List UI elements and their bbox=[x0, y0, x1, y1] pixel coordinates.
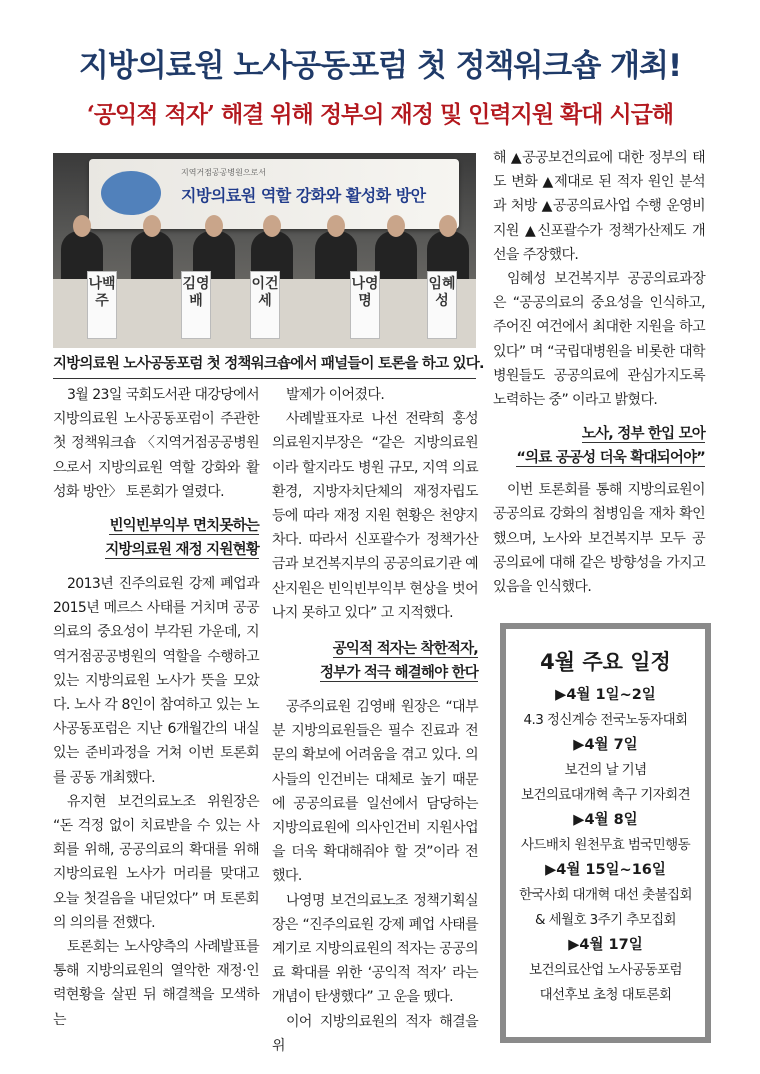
schedule-event: 사드배치 원천무효 범국민행동 bbox=[520, 837, 691, 853]
paragraph: 나영명 보건의료노조 정책기획실장은 “진주의료원 강제 폐업 사태를 계기로 지방의료원의 적자는 공공의료 확대를 위한 ‘공익적 적자’ 라는 개념이 탄생했다” 고 운을 뗐다. bbox=[272, 892, 478, 1006]
section-heading-line: 노사, 정부 한입 모아 bbox=[581, 426, 705, 443]
paragraph: 해 ▲공공보건의료에 대한 정부의 태도 변화 ▲제대로 된 적자 원인 분석과 처방 ▲공공의료사업 수행 운영비 지원 ▲신포괄수가 정책가산제도 개선을 주장했다. bbox=[493, 150, 705, 263]
headline: 지방의료원 노사공동포럼 첫 정책워크숍 개최! bbox=[78, 48, 682, 84]
paragraph: 이어 지방의료원의 적자 해결을 위 bbox=[272, 1013, 478, 1054]
paragraph: 발제가 이어졌다. bbox=[286, 387, 385, 403]
nameplate: 나백주 bbox=[87, 271, 117, 339]
panelist-head bbox=[327, 215, 345, 237]
subheadline: ‘공익적 적자’ 해결 위해 정부의 재정 및 인력지원 확대 시급해 bbox=[86, 101, 674, 128]
schedule-date: ▶4월 17일 bbox=[568, 937, 643, 953]
section-heading bbox=[272, 637, 478, 685]
schedule-date: ▶4월 8일 bbox=[573, 812, 638, 828]
panelist-head bbox=[205, 215, 223, 237]
paragraph: 사례발표자로 나선 전략희 홍성의료원지부장은 “같은 지방의료원이라 할지라도 병원 규모, 지역 의료환경, 지방자치단체의 재정자립도 등에 따라 재정 지원 현황은 천양지차다. 따라서 신포괄수가 정책가산금과 보건복지부의 공공의료기관 예산지원은 빈익빈부익부 현상을 벗어나지 못하고 있다” 고 지적했다. bbox=[272, 411, 478, 621]
panelist-head bbox=[387, 215, 405, 237]
paragraph: 공주의료원 김영배 원장은 “대부분 지방의료원들은 필수 진료과 전문의 확보에 어려움을 겪고 있다. 의사들의 인건비는 대체로 높기 때문에 공공의료를 일선에서 담당하는 지방의료원에 의사인건비 지원사업을 더욱 확대해줘야 할 것”이라 전했다. bbox=[272, 699, 478, 885]
paragraph: 임혜성 보건복지부 공공의료과장은 “공공의료의 중요성을 인식하고, 주어진 여건에서 최대한 지원을 하고 있다” 며 “국립대병원을 비롯한 대학병원들도 공공의료에 관심가지도록 노력하는 중” 이라고 밝혔다. bbox=[493, 271, 705, 409]
photo-caption: 지방의료원 노사공동포럼 첫 정책워크숍에서 패널들이 토론을 하고 있다. bbox=[53, 356, 484, 372]
panelist-head bbox=[143, 215, 161, 237]
section-heading-line: 빈익빈부익부 면치못하는 bbox=[109, 518, 259, 535]
schedule-event: 4.3 정신계승 전국노동자대회 bbox=[523, 712, 688, 728]
section-heading-line: 공익적 적자는 착한적자, bbox=[332, 641, 478, 658]
paragraph: 유지현 보건의료노조 위원장은 “돈 걱정 없이 치료받을 수 있는 사회를 위해, 공공의료의 확대를 위해 지방의료원 노사가 머리를 맞대고 오늘 첫걸음을 내딛었다” 며 토론회의 의의를 전했다. bbox=[53, 793, 259, 931]
paragraph: 3월 23일 국회도서관 대강당에서 지방의료원 노사공동포럼이 주관한 첫 정책워크숍 〈지역거점공공병원으로서 지방의료원 역할 강화와 활성화 방안〉 토론회가 열렸다. bbox=[53, 387, 259, 500]
paragraph: 이번 토론회를 통해 지방의료원이 공공의료 강화의 첨병임을 재차 확인했으며, 노사와 보건복지부 모두 공공의료에 대해 같은 방향성을 가지고 있음을 인식했다. bbox=[493, 482, 705, 596]
banner-small-text: 지역거점공공병원으로서 bbox=[181, 168, 267, 177]
panelist-head bbox=[263, 215, 281, 237]
article-column-3 bbox=[493, 146, 705, 599]
section-heading-line: 지방의료원 재정 지원현황 bbox=[105, 542, 259, 559]
panelist-head bbox=[439, 215, 457, 237]
schedule-date: ▶4월 7일 bbox=[573, 737, 638, 753]
section-heading-line: 정부가 적극 해결해야 한다 bbox=[319, 665, 478, 682]
schedule-date: ▶4월 15일~16일 bbox=[545, 862, 666, 878]
article-column-2 bbox=[272, 383, 478, 1058]
nameplate: 임혜성 bbox=[427, 271, 457, 339]
nameplate: 김영배 bbox=[181, 271, 211, 339]
banner-title: 지방의료원 역할 강화와 활성화 방안 bbox=[181, 186, 426, 205]
april-schedule-box bbox=[500, 623, 711, 1043]
section-heading bbox=[493, 422, 705, 470]
schedule-event: 보건의 날 기념 bbox=[564, 762, 647, 778]
schedule-event: & 세월호 3주기 추모집회 bbox=[535, 912, 676, 928]
panelist-head bbox=[73, 215, 91, 237]
schedule-date: ▶4월 1일~2일 bbox=[555, 687, 656, 703]
section-heading bbox=[53, 514, 259, 562]
schedule-event: 한국사회 대개혁 대선 촛불집회 bbox=[519, 887, 692, 903]
schedule-event: 보건의료산업 노사공동포럼 bbox=[529, 962, 682, 978]
article-column-1 bbox=[53, 383, 259, 1032]
caption-divider bbox=[53, 378, 476, 379]
paragraph: 2013년 진주의료원 강제 폐업과 2015년 메르스 사태를 거치며 공공의료의 중요성이 부각된 가운데, 지역거점공공병원의 역할을 수행하고 있는 지방의료원 노사가 뜻을 모았다. 노사 각 8인이 참여하고 있는 노사공동포럼은 지난 6개월간의 내실 있는 준비과정을 거쳐 이번 토론회를 공동 개최했다. bbox=[53, 576, 259, 786]
nameplate: 나영명 bbox=[350, 271, 380, 339]
nameplate: 이건세 bbox=[250, 271, 280, 339]
forum-photo bbox=[53, 153, 476, 348]
schedule-event: 보건의료대개혁 촉구 기자회견 bbox=[520, 787, 691, 803]
paragraph: 토론회는 노사양측의 사례발표를 통해 지방의료원의 열악한 재정·인력현황을 살핀 뒤 해결책을 모색하는 bbox=[53, 939, 259, 1028]
schedule-title: 4월 주요 일정 bbox=[540, 650, 671, 674]
schedule-event: 대선후보 초청 대토론회 bbox=[539, 987, 672, 1003]
banner-logo bbox=[101, 171, 161, 215]
section-heading-line: “의료 공공성 더욱 확대되어야” bbox=[516, 450, 705, 467]
